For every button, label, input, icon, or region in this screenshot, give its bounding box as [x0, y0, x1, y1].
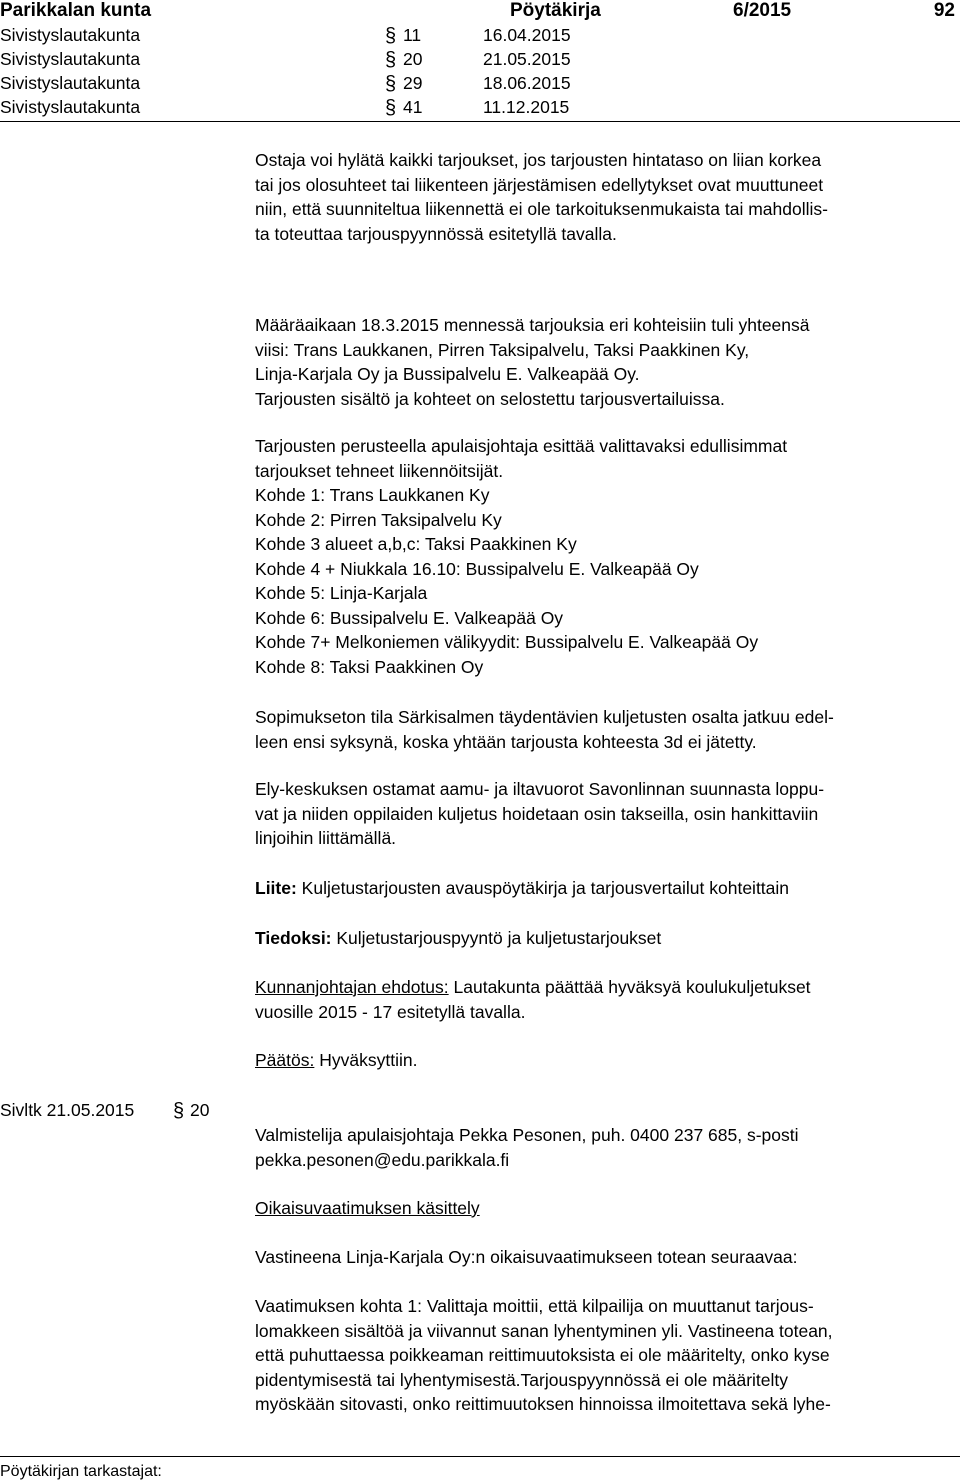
paragraph-selection — [255, 434, 955, 679]
text-line: Tarjousten sisältö ja kohteet on selostettu tarjousvertailuissa. — [255, 388, 725, 409]
svg-text:§: § — [385, 97, 397, 118]
reference-date: 16.04.2015 — [483, 25, 571, 45]
text-line: niin, että suunniteltua liikennettä ei ole tarkoituksenmukaista tai mahdollis- — [255, 199, 828, 219]
text-line: Kohde 1: Trans Laukkanen Ky — [255, 485, 490, 505]
paragraph-sarkisalmi — [255, 705, 955, 754]
text-line: Kohde 8: Taksi Paakkinen Oy — [255, 656, 484, 677]
reference-body: Sivistyslautakunta — [0, 49, 141, 69]
section-sign-icon — [172, 1099, 186, 1126]
document-type: Pöytäkirja — [510, 0, 601, 21]
decision-label: Päätös: — [255, 1050, 315, 1070]
text-line: pidentymisestä tai lyhentymisestä.Tarjouspyynnössä ei ole määritelty — [255, 1369, 789, 1390]
text-line: myöskään sitovasti, onko reittimuutoksen hinnoissa ilmoitettava sekä lyhe- — [255, 1394, 831, 1414]
attachment-label: Liite: — [255, 878, 297, 898]
attachment-text: Kuljetustarjousten avauspöytäkirja ja tarjousvertailut kohteittain — [296, 878, 790, 898]
text-line: Ostaja voi hylätä kaikki tarjoukset, jos tarjousten hintataso on liian korkea — [255, 150, 822, 170]
svg-text:§: § — [173, 1100, 185, 1121]
notification-line — [255, 926, 955, 951]
proposal-line2: vuosille 2015 - 17 esitetyllä tavalla. — [255, 1001, 526, 1022]
header-divider — [0, 121, 960, 122]
svg-text:§: § — [385, 25, 397, 46]
svg-text:§: § — [385, 49, 397, 70]
text-line: leen ensi syksynä, koska yhtään tarjousta kohteesta 3d ei jätetty. — [255, 731, 757, 752]
text-line: Kohde 6: Bussipalvelu E. Valkeapää Oy — [255, 607, 564, 628]
side-reference-section: 20 — [190, 1100, 210, 1120]
text-line: tai jos olosuhteet tai liikenteen järjestämisen edellytykset ovat muuttuneet — [255, 174, 824, 195]
text-line: vat ja niiden oppilaiden kuljetus hoidetaan osin takseilla, osin hankittaviin — [255, 803, 819, 824]
reference-section: 20 — [403, 49, 423, 69]
text-line: Kohde 4 + Niukkala 16.10: Bussipalvelu E. Valkeapää Oy — [255, 558, 699, 579]
reference-date: 18.06.2015 — [483, 73, 571, 93]
response-intro — [255, 1245, 955, 1270]
footer-divider — [0, 1456, 960, 1457]
text-line: Tarjousten perusteella apulaisjohtaja esittää valittavaksi edullisimmat — [255, 436, 788, 456]
text-line: Kohde 2: Pirren Taksipalvelu Ky — [255, 509, 502, 530]
footer-label: Pöytäkirjan tarkastajat: — [0, 1463, 162, 1480]
section-sign-icon — [384, 24, 398, 51]
reference-body: Sivistyslautakunta — [0, 97, 141, 117]
proposal-text: Lautakunta päättää hyväksyä koulukuljetukset — [448, 977, 811, 997]
reference-section: 29 — [403, 73, 423, 93]
text-line: Linja-Karjala Oy ja Bussipalvelu E. Valkeapää Oy. — [255, 364, 640, 384]
text-line: Kohde 5: Linja-Karjala — [255, 583, 428, 603]
preparer-info — [255, 1123, 955, 1172]
attachment-line — [255, 876, 955, 901]
text-line: Vastineena Linja-Karjala Oy:n oikaisuvaatimukseen totean seuraavaa: — [255, 1247, 798, 1267]
section-heading — [255, 1196, 955, 1221]
section-sign-icon — [384, 48, 398, 75]
municipality-name: Parikkalan kunta — [0, 0, 152, 21]
text-line: Sopimukseton tila Särkisalmen täydentävien kuljetusten osalta jatkuu edel- — [255, 707, 834, 727]
reference-body: Sivistyslautakunta — [0, 73, 141, 93]
notification-text: Kuljetustarjouspyyntö ja kuljetustarjoukset — [331, 928, 662, 948]
text-line: pekka.pesonen@edu.parikkala.fi — [255, 1149, 510, 1170]
claim-response — [255, 1294, 955, 1417]
text-line: Valmistelija apulaisjohtaja Pekka Pesonen, puh. 0400 237 685, s-posti — [255, 1125, 799, 1145]
text-line: että puhuttaessa poikkeaman reittimuutoksista ei ole määritelty, onko kyse — [255, 1345, 830, 1365]
text-line: Määräaikaan 18.3.2015 mennessä tarjouksia eri kohteisiin tuli yhteensä — [255, 315, 810, 335]
paragraph-rejection — [255, 148, 955, 246]
paragraph-offers — [255, 313, 955, 411]
issue-number: 6/2015 — [733, 0, 792, 21]
proposal-label: Kunnanjohtajan ehdotus: — [255, 977, 449, 997]
svg-text:§: § — [385, 73, 397, 94]
text-line: Ely-keskuksen ostamat aamu- ja iltavuorot Savonlinnan suunnasta loppu- — [255, 779, 825, 799]
reference-section: 11 — [403, 25, 422, 45]
text-line: tarjoukset tehneet liikennöitsijät. — [255, 460, 504, 481]
section-sign-icon — [384, 72, 398, 99]
section-sign-icon — [384, 96, 398, 123]
side-reference-date: Sivltk 21.05.2015 — [0, 1100, 135, 1120]
decision-text: Hyväksyttiin. — [314, 1050, 418, 1070]
decision — [255, 1048, 955, 1073]
reference-date: 21.05.2015 — [483, 49, 571, 69]
reference-body: Sivistyslautakunta — [0, 25, 141, 45]
page-number: 92 — [933, 0, 955, 21]
text-line: Kohde 3 alueet a,b,c: Taksi Paakkinen Ky — [255, 534, 577, 554]
reference-section: 41 — [403, 97, 423, 117]
text-line: linjoihin liittämällä. — [255, 828, 397, 848]
text-line: ta toteuttaa tarjouspyynnössä esitetyllä tavalla. — [255, 223, 617, 244]
heading-text: Oikaisuvaatimuksen käsittely — [255, 1198, 480, 1218]
text-line: viisi: Trans Laukkanen, Pirren Taksipalvelu, Taksi Paakkinen Ky, — [255, 339, 750, 360]
proposal — [255, 975, 955, 1024]
paragraph-ely — [255, 777, 955, 851]
text-line: Kohde 7+ Melkoniemen välikyydit: Bussipalvelu E. Valkeapää Oy — [255, 632, 759, 652]
reference-date: 11.12.2015 — [483, 97, 570, 117]
text-line: lomakkeen sisältöä ja viivannut sanan lyhentyminen yli. Vastineena totean, — [255, 1320, 833, 1341]
notification-label: Tiedoksi: — [255, 928, 332, 948]
text-line: Vaatimuksen kohta 1: Valittaja moittii, että kilpailija on muuttanut tarjous- — [255, 1296, 814, 1316]
